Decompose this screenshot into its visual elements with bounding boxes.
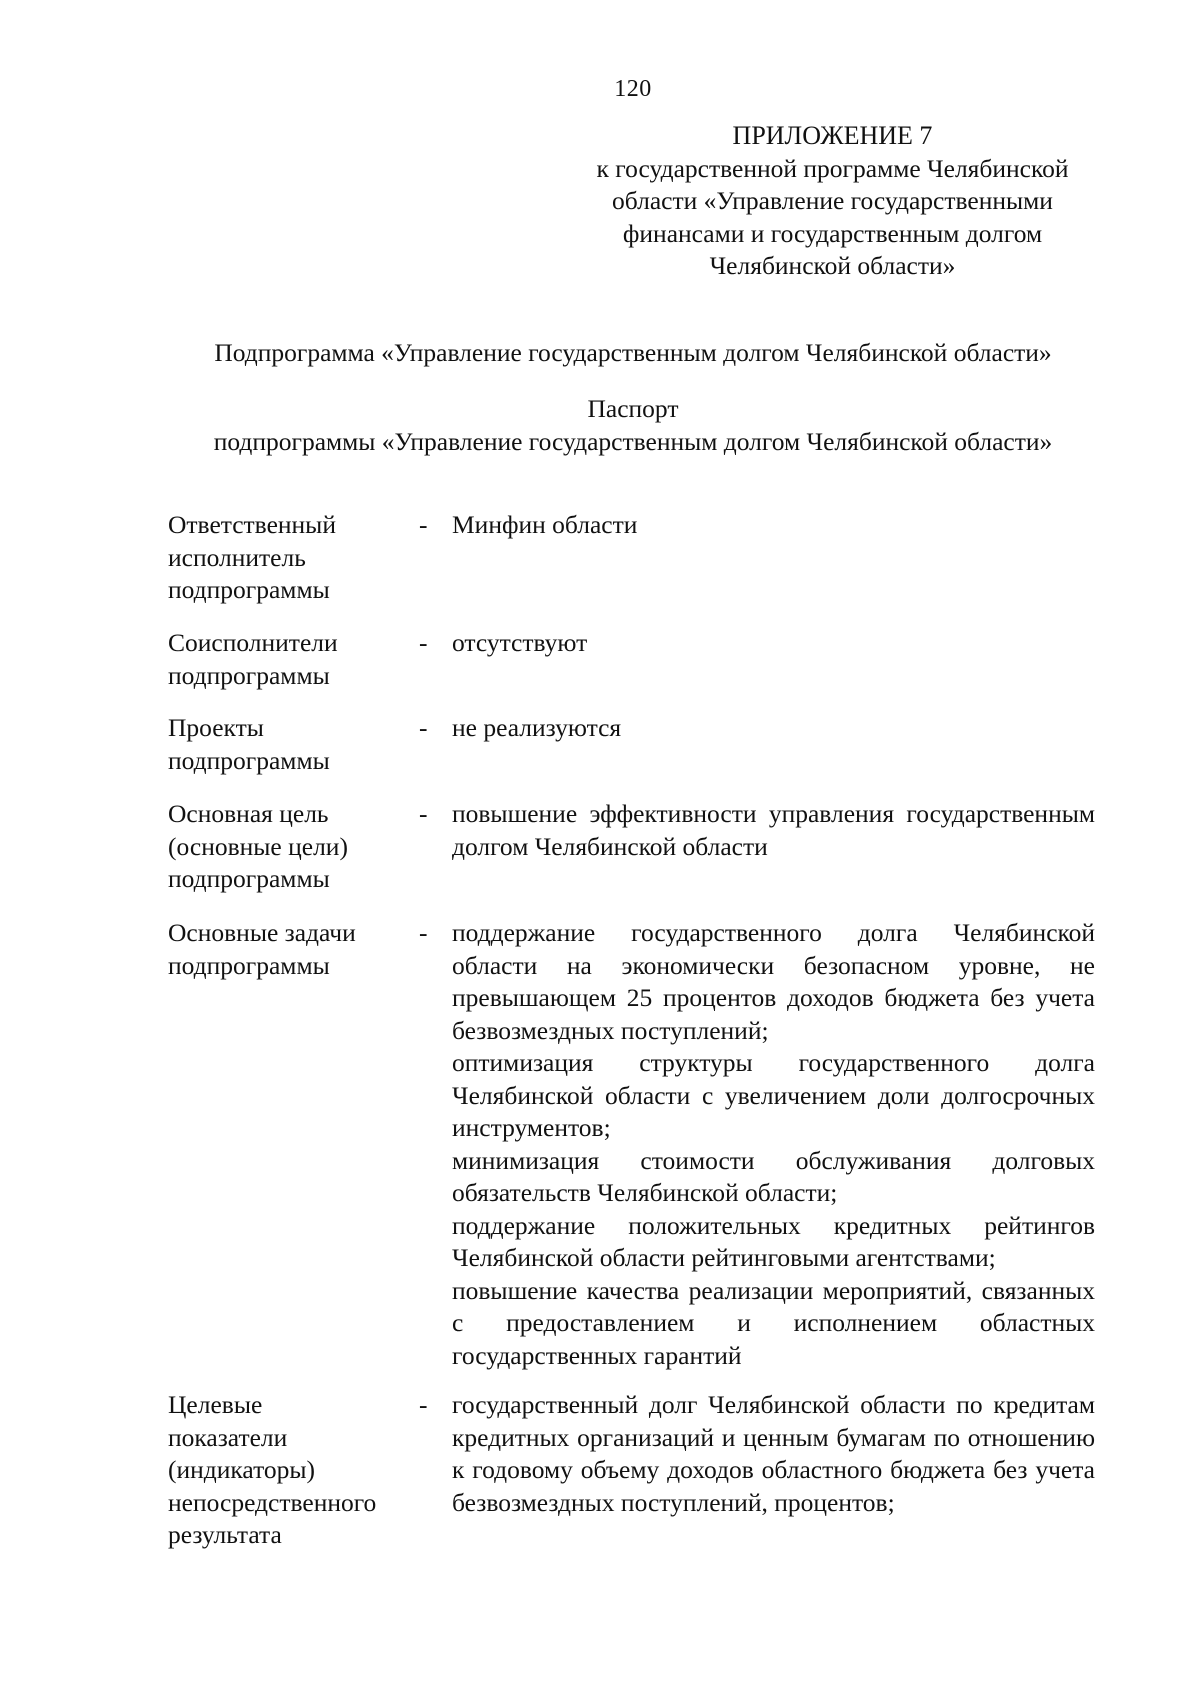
value-paragraph: поддержание государственного долга Челябинской области на экономически безопасном уровне, не превышающем 25 процентов доходов бюджета без учета безвозмездных поступлений; <box>452 918 1095 1045</box>
row-label: Проекты подпрограммы <box>168 713 330 775</box>
passport-title: Паспорт <box>587 394 679 423</box>
row-value <box>452 1389 1095 1519</box>
row-value <box>452 509 1095 542</box>
value-paragraph: Минфин области <box>452 510 638 539</box>
appendix-line: Челябинской области» <box>709 251 956 280</box>
row-dash: - <box>419 918 428 947</box>
page-number: 120 <box>614 76 652 102</box>
row-dash: - <box>419 1390 428 1419</box>
row-dash: - <box>419 713 428 742</box>
passport-subtitle: подпрограммы «Управление государственным долгом Челябинской области» <box>213 427 1053 456</box>
value-paragraph: оптимизация структуры государственного долга Челябинской области с увеличением доли долгосрочных инструментов; <box>452 1048 1095 1142</box>
appendix-line: к государственной программе Челябинской <box>596 153 1069 183</box>
row-dash: - <box>419 628 428 657</box>
row-dash: - <box>419 799 428 828</box>
row-label: Основные задачи подпрограммы <box>168 918 356 980</box>
value-paragraph: повышение качества реализации мероприятий, связанных с предоставлением и исполнением областных государственных гарантий <box>452 1275 1095 1370</box>
row-label: Соисполнители подпрограммы <box>168 628 338 690</box>
row-value <box>452 712 1095 745</box>
value-paragraph: государственный долг Челябинской области по кредитам кредитных организаций и ценным бумагам по отношению к годовому объему доходов областного бюджета без учета безвозмездных поступлений, процентов; <box>452 1390 1095 1517</box>
value-paragraph: минимизация стоимости обслуживания долговых обязательств Челябинской области; <box>452 1145 1095 1207</box>
row-dash: - <box>419 510 428 539</box>
value-paragraph: повышение эффективности управления государственным долгом Челябинской области <box>452 799 1095 861</box>
appendix-block <box>570 120 1095 283</box>
value-paragraph: не реализуются <box>452 713 622 742</box>
appendix-line: области «Управление государственными <box>612 186 1053 215</box>
row-label: Основная цель (основные цели) подпрограммы <box>168 799 348 893</box>
appendix-line: финансами и государственным долгом <box>622 218 1043 248</box>
row-value <box>452 917 1095 1372</box>
subprogram-title: Подпрограмма «Управление государственным долгом Челябинской области» <box>214 338 1052 367</box>
row-value <box>452 798 1095 863</box>
value-paragraph: отсутствуют <box>452 628 588 657</box>
value-paragraph: поддержание положительных кредитных рейтингов Челябинской области рейтинговыми агентствами; <box>452 1210 1095 1272</box>
row-label: Целевые показатели (индикаторы) непосредственного результата <box>168 1390 377 1549</box>
appendix-heading: ПРИЛОЖЕНИЕ 7 <box>732 121 933 150</box>
row-value <box>452 627 1095 660</box>
row-label: Ответственный исполнитель подпрограммы <box>168 510 336 604</box>
